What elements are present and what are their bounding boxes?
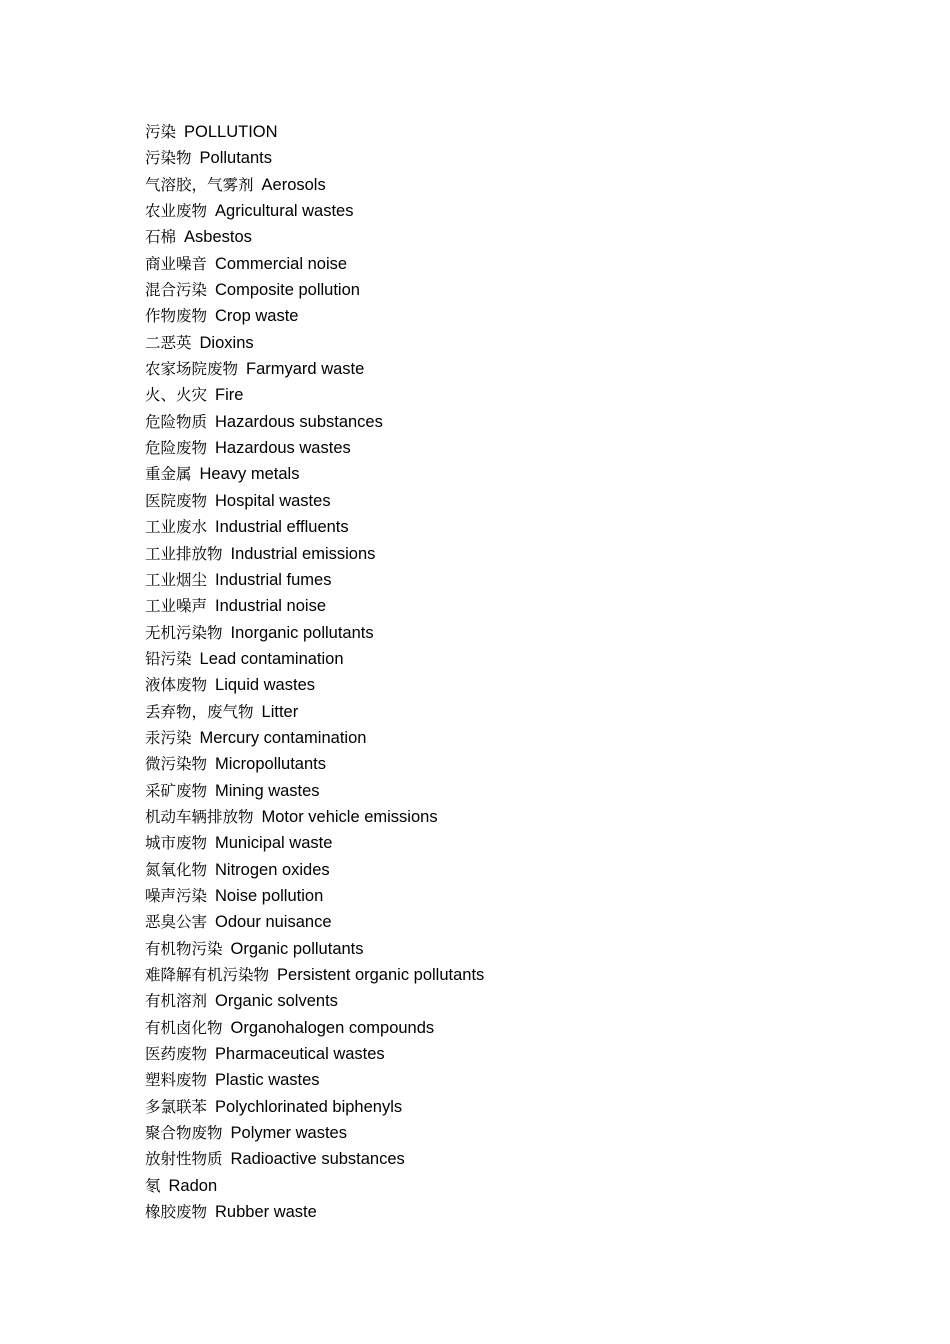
glossary-entry (145, 198, 484, 224)
glossary-entry (145, 1199, 484, 1225)
glossary-entry (145, 541, 484, 567)
chinese-term: 污染 (145, 123, 177, 141)
chinese-term: 恶臭公害 (145, 913, 208, 932)
english-term: Organic solvents (215, 992, 338, 1011)
chinese-term: 氡 (145, 1176, 161, 1195)
chinese-term: 城市废物 (145, 834, 208, 853)
chinese-term: 混合污染 (145, 281, 208, 300)
chinese-term: 医院废物 (145, 491, 208, 510)
english-term: Industrial fumes (215, 570, 332, 589)
english-term: Motor vehicle emissions (261, 807, 438, 826)
english-term: Crop waste (215, 307, 299, 326)
chinese-term: 二恶英 (145, 333, 192, 352)
english-term: Mercury contamination (199, 728, 367, 747)
glossary-entry (145, 1120, 484, 1146)
glossary-entry (145, 172, 484, 198)
chinese-term: 无机污染物 (145, 623, 223, 642)
chinese-term: 机动车辆排放物 (145, 807, 254, 826)
chinese-term: 丢弃物，废气物 (145, 702, 254, 721)
chinese-term: 放射性物质 (145, 1150, 223, 1169)
chinese-term: 农家场院废物 (145, 360, 239, 379)
chinese-term: 农业废物 (145, 202, 208, 221)
glossary-entry (145, 646, 484, 672)
chinese-term: 危险废物 (145, 439, 208, 458)
chinese-term: 采矿废物 (145, 781, 208, 800)
chinese-term: 工业烟尘 (145, 570, 208, 589)
english-term: Radioactive substances (230, 1150, 405, 1169)
english-term: Polymer wastes (230, 1124, 347, 1143)
glossary-entry (145, 672, 484, 698)
glossary-entry (145, 330, 484, 356)
chinese-term: 有机卤化物 (145, 1018, 223, 1037)
chinese-term: 污染物 (145, 149, 192, 168)
glossary-entry (145, 804, 484, 830)
english-term: Agricultural wastes (215, 202, 354, 221)
english-term: Pollutants (199, 149, 272, 168)
chinese-term: 多氯联苯 (145, 1097, 208, 1116)
glossary-entry (145, 1041, 484, 1067)
english-term: Farmyard waste (246, 360, 365, 379)
english-term: Inorganic pollutants (230, 623, 374, 642)
english-term: Radon (168, 1176, 218, 1195)
chinese-term: 难降解有机污染物 (145, 966, 270, 984)
chinese-term: 火、火灾 (145, 386, 208, 405)
chinese-term: 石棉 (145, 228, 177, 247)
glossary-entry (145, 1015, 484, 1041)
chinese-term: 聚合物废物 (145, 1124, 223, 1143)
english-term: Composite pollution (215, 281, 360, 300)
chinese-term: 噪声污染 (145, 886, 208, 905)
english-term: Asbestos (184, 228, 252, 247)
chinese-term: 橡胶废物 (145, 1203, 208, 1222)
glossary-entry (145, 909, 484, 935)
glossary-entry (145, 119, 484, 145)
english-term: Hazardous wastes (215, 439, 351, 458)
english-term: Municipal waste (215, 834, 333, 853)
english-term: Polychlorinated biphenyls (215, 1097, 403, 1116)
english-term: Nitrogen oxides (215, 860, 330, 879)
glossary-entry (145, 145, 484, 171)
chinese-term: 塑料废物 (145, 1071, 208, 1090)
glossary-entry (145, 593, 484, 619)
chinese-term: 商业噪音 (145, 254, 208, 273)
glossary-entry (145, 962, 484, 988)
glossary-entry (145, 699, 484, 725)
chinese-term: 氮氧化物 (145, 860, 208, 879)
glossary-entry (145, 620, 484, 646)
chinese-term: 危险物质 (145, 412, 208, 431)
english-term: Aerosols (261, 175, 326, 194)
glossary-entry (145, 751, 484, 777)
english-term: Industrial emissions (230, 544, 376, 563)
chinese-term: 重金属 (145, 465, 192, 484)
glossary-entry (145, 988, 484, 1014)
glossary-entry (145, 409, 484, 435)
english-term: Pharmaceutical wastes (215, 1045, 385, 1064)
glossary-entry (145, 725, 484, 751)
chinese-term: 微污染物 (145, 755, 208, 774)
chinese-term: 工业排放物 (145, 544, 223, 563)
chinese-term: 有机溶剂 (145, 992, 208, 1011)
glossary-list (145, 119, 484, 1225)
english-term: Liquid wastes (215, 676, 315, 695)
glossary-entry (145, 435, 484, 461)
glossary-entry (145, 382, 484, 408)
english-term: Plastic wastes (215, 1071, 320, 1090)
english-term: Rubber waste (215, 1203, 317, 1222)
chinese-term: 工业噪声 (145, 597, 208, 616)
glossary-entry (145, 1094, 484, 1120)
chinese-term: 工业废水 (145, 518, 208, 537)
chinese-term: 液体废物 (145, 676, 208, 695)
english-term: Commercial noise (215, 254, 348, 273)
glossary-entry (145, 1067, 484, 1093)
glossary-entry (145, 936, 484, 962)
english-term: Micropollutants (215, 755, 326, 774)
glossary-entry (145, 1173, 484, 1199)
glossary-entry (145, 356, 484, 382)
glossary-entry (145, 303, 484, 329)
glossary-entry (145, 488, 484, 514)
english-term: Industrial noise (215, 597, 326, 616)
glossary-entry (145, 514, 484, 540)
chinese-term: 铅污染 (145, 649, 192, 668)
chinese-term: 汞污染 (145, 728, 192, 747)
english-term: Lead contamination (199, 649, 344, 668)
glossary-entry (145, 778, 484, 804)
glossary-entry (145, 1146, 484, 1172)
glossary-entry (145, 251, 484, 277)
chinese-term: 医药废物 (145, 1045, 208, 1064)
english-term: Dioxins (199, 333, 254, 352)
english-term: Odour nuisance (215, 913, 332, 932)
glossary-entry (145, 830, 484, 856)
english-term: Noise pollution (215, 886, 324, 905)
english-term: POLLUTION (184, 123, 278, 141)
english-term: Hospital wastes (215, 491, 331, 510)
glossary-entry (145, 461, 484, 487)
english-term: Heavy metals (199, 465, 300, 484)
english-term: Organic pollutants (230, 939, 364, 958)
english-term: Fire (215, 386, 244, 405)
english-term: Litter (261, 702, 299, 721)
chinese-term: 有机物污染 (145, 939, 223, 958)
glossary-entry (145, 857, 484, 883)
glossary-entry (145, 277, 484, 303)
chinese-term: 作物废物 (145, 307, 208, 326)
glossary-entry (145, 224, 484, 250)
chinese-term: 气溶胶，气雾剂 (145, 175, 254, 194)
english-term: Organohalogen compounds (230, 1018, 435, 1037)
english-term: Mining wastes (215, 781, 320, 800)
glossary-entry (145, 883, 484, 909)
english-term: Hazardous substances (215, 412, 383, 431)
english-term: Industrial effluents (215, 518, 349, 537)
glossary-entry (145, 567, 484, 593)
english-term: Persistent organic pollutants (277, 966, 485, 984)
